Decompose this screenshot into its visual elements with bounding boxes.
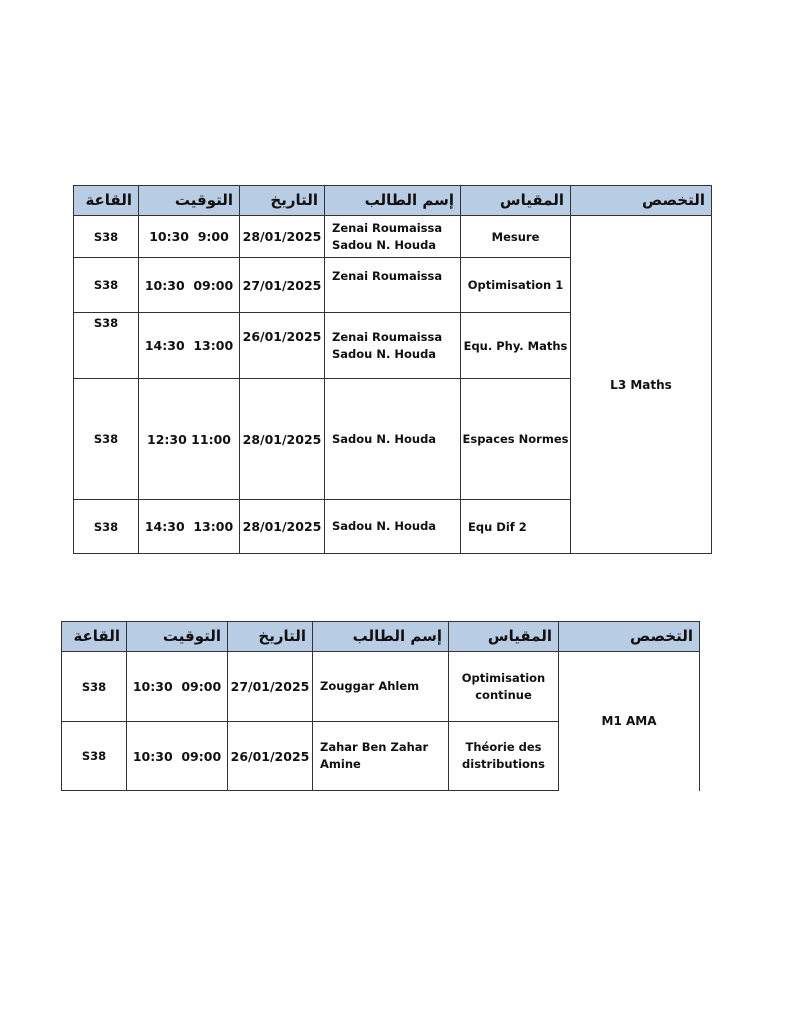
header-module: المقياس bbox=[461, 186, 571, 216]
module-cell: Espaces Normes bbox=[461, 379, 571, 500]
student-cell bbox=[313, 722, 449, 791]
room-cell: S38 bbox=[74, 379, 139, 500]
student-name: Zenai Roumaissa bbox=[332, 220, 443, 235]
exam-schedule-table-m1 bbox=[61, 621, 700, 791]
time-cell: 10:30 9:00 bbox=[139, 216, 240, 258]
student-name: Zenai Roumaissa bbox=[332, 269, 443, 283]
student-cell bbox=[325, 216, 461, 258]
room-cell bbox=[74, 313, 139, 379]
student-cell bbox=[325, 379, 461, 500]
module-cell: Equ. Phy. Maths bbox=[461, 313, 571, 379]
student-name: Sadou N. Houda bbox=[332, 347, 437, 361]
student-name: Zouggar Ahlem bbox=[320, 679, 420, 693]
module-name: distributions bbox=[462, 757, 545, 771]
module-cell: Optimisation 1 bbox=[461, 258, 571, 313]
specialty-cell: M1 AMA bbox=[559, 652, 700, 791]
student-name: Amine bbox=[320, 757, 361, 771]
header-specialty: التخصص bbox=[559, 622, 700, 652]
header-student: إسم الطالب bbox=[313, 622, 449, 652]
header-time: التوقيت bbox=[139, 186, 240, 216]
student-cell bbox=[313, 652, 449, 722]
header-date: التاريخ bbox=[228, 622, 313, 652]
student-name: Zahar Ben Zahar bbox=[320, 740, 429, 754]
time-cell: 14:30 13:00 bbox=[139, 500, 240, 554]
room-value: S38 bbox=[93, 316, 119, 330]
student-name: Sadou N. Houda bbox=[332, 519, 437, 533]
time-cell: 10:30 09:00 bbox=[139, 258, 240, 313]
date-cell: 28/01/2025 bbox=[240, 500, 325, 554]
student-cell bbox=[325, 313, 461, 379]
date-cell: 26/01/2025 bbox=[240, 313, 325, 379]
module-name: Optimisation bbox=[461, 670, 546, 685]
header-module: المقياس bbox=[449, 622, 559, 652]
module-cell bbox=[449, 722, 559, 791]
header-room: القاعة bbox=[74, 186, 139, 216]
date-cell: 26/01/2025 bbox=[228, 722, 313, 791]
table-header-row bbox=[62, 622, 700, 652]
exam-schedule-table-l3 bbox=[73, 185, 712, 554]
module-cell bbox=[449, 652, 559, 722]
specialty-cell: L3 Maths bbox=[571, 216, 712, 554]
room-cell: S38 bbox=[74, 500, 139, 554]
header-room: القاعة bbox=[62, 622, 127, 652]
header-specialty: التخصص bbox=[571, 186, 712, 216]
module-cell: Equ Dif 2 bbox=[461, 500, 571, 554]
room-cell: S38 bbox=[62, 652, 127, 722]
header-time: التوقيت bbox=[127, 622, 228, 652]
module-name: Théorie des bbox=[465, 740, 542, 754]
header-date: التاريخ bbox=[240, 186, 325, 216]
table-header-row bbox=[74, 186, 712, 216]
student-name: Sadou N. Houda bbox=[332, 431, 437, 446]
date-cell: 28/01/2025 bbox=[240, 379, 325, 500]
student-name: Zenai Roumaissa bbox=[332, 330, 443, 344]
date-cell: 28/01/2025 bbox=[240, 216, 325, 258]
room-cell: S38 bbox=[74, 216, 139, 258]
table-row bbox=[62, 652, 700, 722]
time-cell: 10:30 09:00 bbox=[127, 652, 228, 722]
time-cell: 14:30 13:00 bbox=[139, 313, 240, 379]
student-name: Sadou N. Houda bbox=[332, 237, 437, 252]
date-cell: 27/01/2025 bbox=[228, 652, 313, 722]
room-cell: S38 bbox=[74, 258, 139, 313]
time-cell: 12:30 11:00 bbox=[139, 379, 240, 500]
student-cell bbox=[325, 258, 461, 313]
student-cell bbox=[325, 500, 461, 554]
time-cell: 10:30 09:00 bbox=[127, 722, 228, 791]
room-cell: S38 bbox=[62, 722, 127, 791]
module-cell: Mesure bbox=[461, 216, 571, 258]
module-name: continue bbox=[475, 687, 532, 702]
table-row bbox=[74, 216, 712, 258]
header-student: إسم الطالب bbox=[325, 186, 461, 216]
date-cell: 27/01/2025 bbox=[240, 258, 325, 313]
